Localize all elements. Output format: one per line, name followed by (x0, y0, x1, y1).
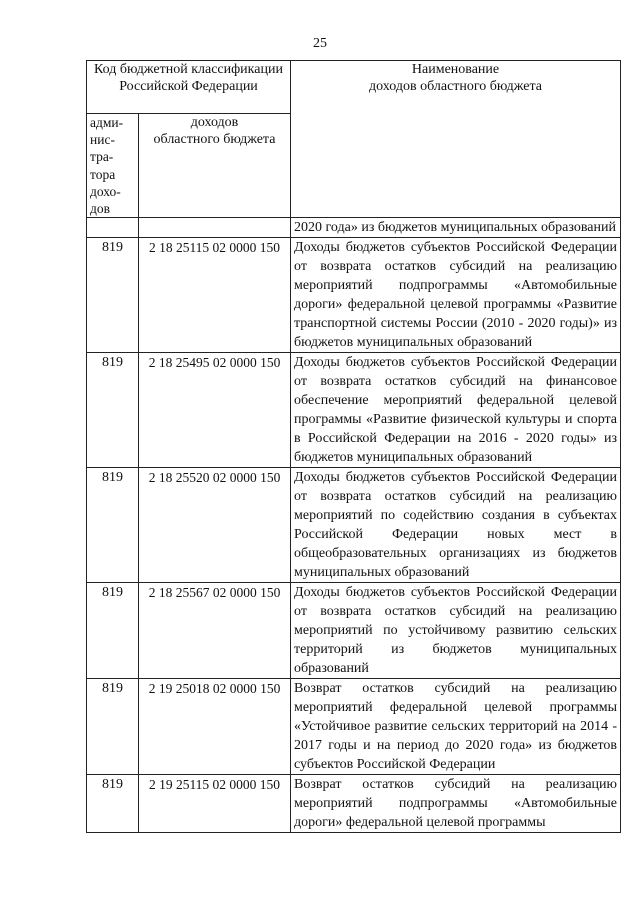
description-cell: Доходы бюджетов субъектов Российской Федерации от возврата остатков субсидий на реализацию мероприятий по устойчивому развитию сельских территорий из бюджетов муниципальных образований (291, 583, 621, 679)
admin-cell: 819 (87, 679, 139, 775)
admin-cell: 819 (87, 775, 139, 833)
code-cell: 2 18 25495 02 0000 150 (139, 353, 291, 468)
code-cell: 2 18 25115 02 0000 150 (139, 238, 291, 353)
table-row (87, 353, 621, 468)
code-cell: 2 18 25520 02 0000 150 (139, 468, 291, 583)
code-cell (139, 218, 291, 238)
admin-cell (87, 218, 139, 238)
admin-cell: 819 (87, 583, 139, 679)
code-cell: 2 18 25567 02 0000 150 (139, 583, 291, 679)
page-number: 25 (313, 36, 327, 51)
description-cell: Возврат остатков субсидий на реализацию мероприятий федеральной целевой программы «Устойчивое развитие сельских территорий на 2014 - 2017 годы и на период до 2020 года» из бюджетов субъектов Российской Федерации (291, 679, 621, 775)
description-cell: 2020 года» из бюджетов муниципальных образований (291, 218, 621, 238)
header-row-1 (87, 61, 621, 114)
code-cell: 2 19 25115 02 0000 150 (139, 775, 291, 833)
table-row (87, 238, 621, 353)
description-cell: Доходы бюджетов субъектов Российской Федерации от возврата остатков субсидий на финансовое обеспечение мероприятий федеральной целевой программы «Развитие физической культуры и спорта в Российской Федерации на 2016 - 2020 годы» из бюджетов муниципальных образований (291, 353, 621, 468)
table-row (87, 775, 621, 833)
income-column-header-text: доходов областного бюджета (153, 115, 276, 147)
description-cell: Доходы бюджетов субъектов Российской Федерации от возврата остатков субсидий на реализацию мероприятий подпрограммы «Автомобильные дороги» федеральной целевой программы «Развитие транспортной системы России (2010 - 2020 годы)» из бюджетов муниципальных образований (291, 238, 621, 353)
admin-cell: 819 (87, 238, 139, 353)
table-row (87, 679, 621, 775)
admin-column-header-text: адми- нис- тра- тора дохо- дов (90, 115, 124, 217)
name-column-header-text: Наименование доходов областного бюджета (369, 62, 542, 94)
table-row (87, 468, 621, 583)
name-column-header (291, 61, 621, 218)
code-group-header: Код бюджетной классификации Российской Федерации (87, 61, 291, 114)
admin-cell: 819 (87, 353, 139, 468)
budget-classification-table (86, 60, 621, 833)
income-column-header (139, 114, 291, 218)
admin-column-header (87, 114, 139, 218)
table-row (87, 218, 621, 238)
admin-cell: 819 (87, 468, 139, 583)
description-cell: Доходы бюджетов субъектов Российской Федерации от возврата остатков субсидий на реализацию мероприятий по содействию создания в субъектах Российской Федерации новых мест в общеобразовательных организациях из бюджетов муниципальных образований (291, 468, 621, 583)
table-row (87, 583, 621, 679)
code-cell: 2 19 25018 02 0000 150 (139, 679, 291, 775)
description-cell: Возврат остатков субсидий на реализацию мероприятий подпрограммы «Автомобильные дороги» федеральной целевой программы (291, 775, 621, 833)
